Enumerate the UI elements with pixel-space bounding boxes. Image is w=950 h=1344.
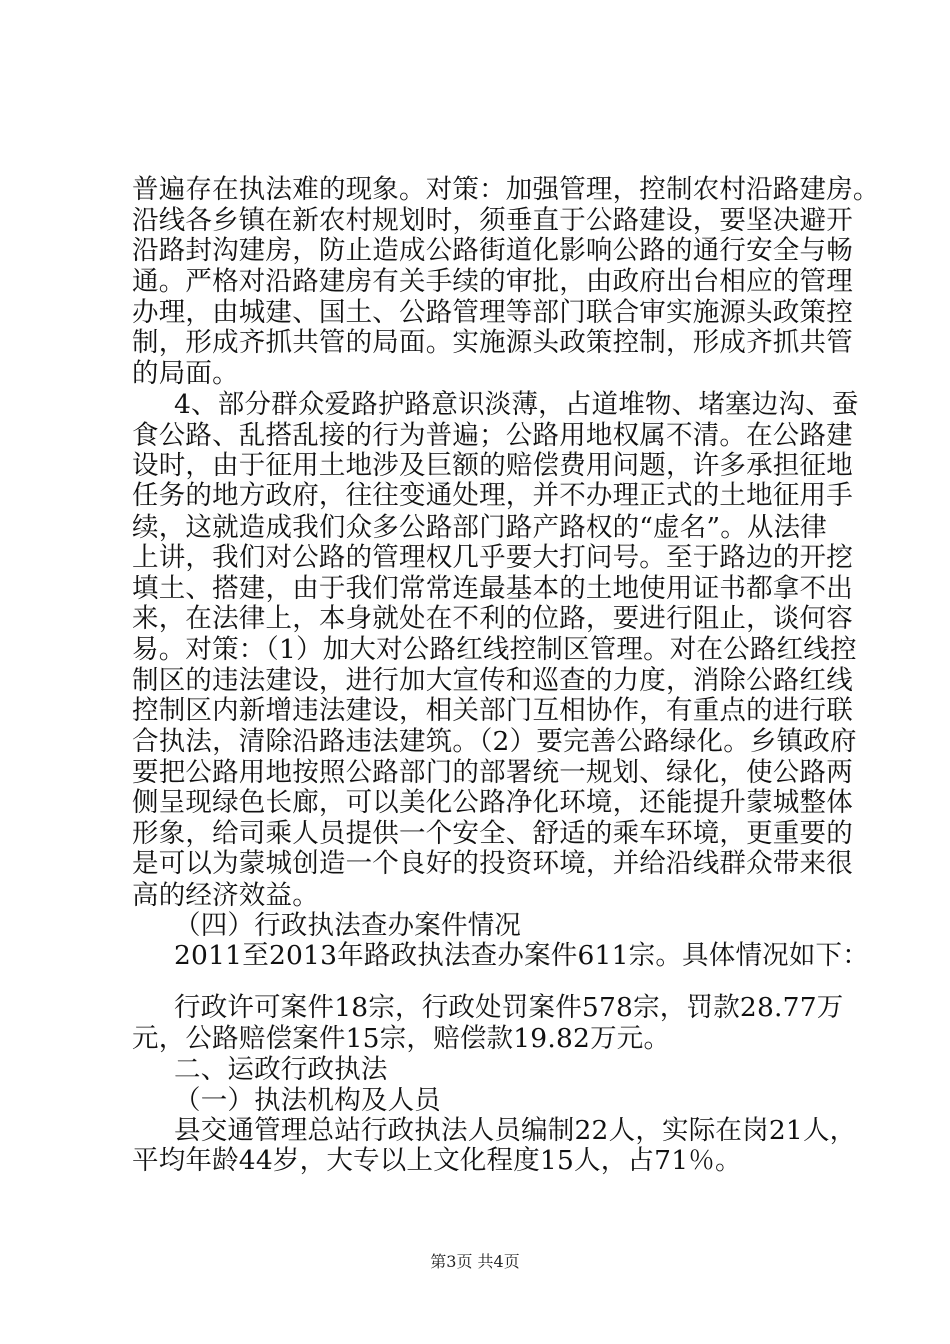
body-line: 来，在法律上，本身就处在不利的位路，要进行阻止，谈何容 (132, 603, 853, 634)
body-line: 通。严格对沿路建房有关手续的审批，由政府出台相应的管理 (132, 266, 853, 297)
body-line: 沿线各乡镇在新农村规划时，须垂直于公路建设，要坚决避开 (132, 205, 853, 236)
body-line: 易。对策：（1）加大对公路红线控制区管理。对在公路红线控 (132, 634, 857, 665)
body-line: 形象，给司乘人员提供一个安全、舒适的乘车环境，更重要的 (132, 818, 853, 849)
body-line: 控制区内新增违法建设，相关部门互相协作，有重点的进行联 (132, 695, 853, 726)
body-line: 行政许可案件18宗，行政处罚案件578宗，罚款28.77万 (174, 992, 844, 1023)
body-line: 设时，由于征用土地涉及巨额的赔偿费用问题，许多承担征地 (132, 450, 853, 481)
section-heading: 二、运政行政执法 (174, 1054, 388, 1085)
body-line: 平均年龄44岁，大专以上文化程度15人，占71％。 (132, 1145, 742, 1176)
body-line: 的局面。 (132, 358, 239, 389)
body-line: 普遍存在执法难的现象。对策：加强管理，控制农村沿路建房。 (132, 174, 880, 205)
body-line: 沿路封沟建房，防止造成公路街道化影响公路的通行安全与畅 (132, 235, 853, 266)
body-line: 高的经济效益。 (132, 880, 319, 911)
body-line: 2011至2013年路政执法查办案件611宗。具体情况如下： (174, 940, 869, 971)
body-line: 制区的违法建设，进行加大宣传和巡查的力度，消除公路红线 (132, 665, 853, 696)
body-line: 是可以为蒙城创造一个良好的投资环境，并给沿线群众带来很 (132, 848, 853, 879)
body-line: 办理，由城建、国土、公路管理等部门联合审实施源头政策控 (132, 297, 853, 328)
body-line: 县交通管理总站行政执法人员编制22人，实际在岗21人， (174, 1115, 857, 1146)
section-heading: （一）执法机构及人员 (174, 1085, 441, 1116)
body-line: 食公路、乱搭乱接的行为普遍；公路用地权属不清。在公路建 (132, 420, 853, 451)
body-line: 续，这就造成我们众多公路部门路产路权的“虚名”。从法律 (132, 512, 827, 543)
body-line: 上讲，我们对公路的管理权几乎要大打问号。至于路边的开挖 (132, 542, 853, 573)
body-line: 侧呈现绿色长廊，可以美化公路净化环境，还能提升蒙城整体 (132, 787, 853, 818)
paragraph-start-line: 4、部分群众爱路护路意识淡薄，占道堆物、堵塞边沟、蚕 (174, 389, 859, 420)
page-footer: 第3页 共4页 (430, 1252, 520, 1271)
body-line: 制，形成齐抓共管的局面。实施源头政策控制，形成齐抓共管 (132, 327, 853, 358)
body-line: 合执法，清除沿路违法建筑。（2）要完善公路绿化。乡镇政府 (132, 726, 857, 757)
body-line: 填土、搭建，由于我们常常连最基本的土地使用证书都拿不出 (132, 573, 853, 604)
body-line: 要把公路用地按照公路部门的部署统一规划、绿化，使公路两 (132, 757, 853, 788)
section-heading: （四）行政执法查办案件情况 (174, 910, 522, 941)
body-line: 任务的地方政府，往往变通处理，并不办理正式的土地征用手 (132, 480, 853, 511)
body-line: 元，公路赔偿案件15宗，赔偿款19.82万元。 (132, 1023, 671, 1054)
